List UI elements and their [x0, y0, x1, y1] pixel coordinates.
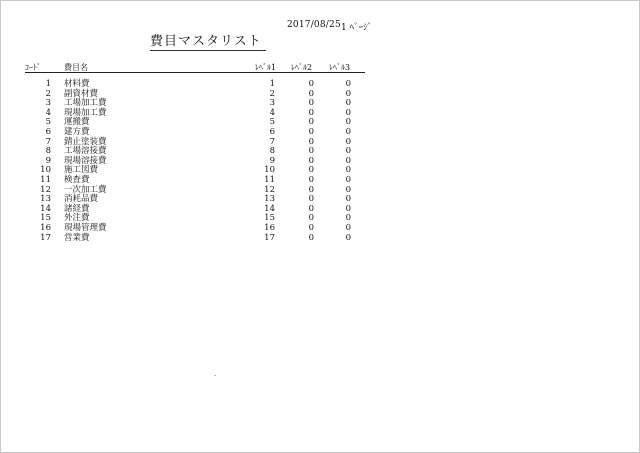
row-level2: 0	[308, 165, 314, 176]
table-row	[1, 194, 640, 204]
row-level1: 10	[264, 165, 275, 176]
row-name: 消耗品費	[64, 194, 99, 205]
row-name: 材料費	[64, 79, 90, 89]
row-level2: 0	[308, 136, 314, 147]
row-level2: 0	[308, 203, 314, 214]
row-level3: 0	[345, 184, 351, 195]
row-code: 13	[40, 194, 51, 205]
table-row	[1, 233, 640, 243]
row-level2: 0	[308, 107, 314, 118]
scan-speck	[214, 375, 216, 376]
row-name: 検査費	[64, 175, 90, 185]
row-name: 錆止塗装費	[64, 136, 107, 147]
table-row	[1, 204, 640, 214]
row-code: 4	[45, 107, 51, 118]
table-row	[1, 117, 640, 127]
table-row	[1, 175, 640, 185]
table-row	[1, 213, 640, 223]
row-level2: 0	[308, 175, 314, 185]
row-level1: 8	[269, 146, 275, 157]
row-level1: 17	[264, 232, 275, 243]
row-name: 建方費	[64, 127, 90, 137]
row-name: 一次加工費	[64, 184, 107, 195]
table-row	[1, 146, 640, 156]
row-level3: 0	[345, 223, 351, 233]
row-level2: 0	[308, 79, 314, 89]
row-level1: 7	[269, 136, 275, 147]
row-level1: 3	[269, 98, 275, 109]
row-level3: 0	[345, 107, 351, 118]
page-number: 1 ﾍﾟｰｼﾞ	[341, 23, 373, 33]
row-level3: 0	[345, 136, 351, 147]
row-level3: 0	[345, 88, 351, 99]
row-name: 施工図費	[64, 165, 99, 176]
column-header-code: ｺｰﾄﾞ	[25, 63, 41, 72]
column-header-level1: ﾚﾍﾞﾙ1	[255, 63, 277, 72]
row-level2: 0	[308, 146, 314, 157]
row-code: 6	[45, 127, 51, 137]
row-level3: 0	[345, 117, 351, 128]
row-code: 5	[45, 117, 51, 128]
table-row	[1, 79, 640, 89]
row-name: 現場管理費	[64, 223, 107, 233]
row-level3: 0	[345, 194, 351, 205]
row-level2: 0	[308, 213, 314, 224]
row-code: 10	[40, 165, 51, 176]
column-header-level3: ﾚﾍﾞﾙ3	[329, 63, 351, 72]
header-divider	[25, 72, 365, 73]
row-level1: 5	[269, 117, 275, 128]
row-level3: 0	[345, 98, 351, 109]
row-level3: 0	[345, 79, 351, 89]
row-name: 副資材費	[64, 88, 99, 99]
row-name: 外注費	[64, 213, 90, 224]
table-row	[1, 127, 640, 137]
row-level2: 0	[308, 127, 314, 137]
column-header-level2: ﾚﾍﾞﾙ2	[291, 63, 313, 72]
row-level1: 12	[264, 184, 275, 195]
table-row	[1, 108, 640, 118]
row-code: 17	[40, 232, 51, 243]
row-code: 8	[45, 146, 51, 157]
row-code: 7	[45, 136, 51, 147]
row-level1: 13	[264, 194, 275, 205]
row-level1: 16	[264, 223, 275, 233]
row-level3: 0	[345, 127, 351, 137]
row-code: 3	[45, 98, 51, 109]
page-title: 費目マスタリスト	[150, 30, 266, 51]
row-name: 工場溶接費	[64, 146, 107, 157]
row-level1: 1	[269, 79, 275, 89]
row-level2: 0	[308, 223, 314, 233]
row-code: 9	[45, 155, 51, 166]
row-name: 諸経費	[64, 203, 90, 214]
table-row	[1, 98, 640, 108]
row-name: 現場溶接費	[64, 155, 107, 166]
row-level1: 11	[264, 175, 275, 185]
row-level3: 0	[345, 232, 351, 243]
row-level3: 0	[345, 146, 351, 157]
row-level2: 0	[308, 194, 314, 205]
print-date: 2017/08/25	[287, 20, 341, 30]
row-code: 11	[40, 175, 51, 185]
row-level3: 0	[345, 213, 351, 224]
row-level2: 0	[308, 155, 314, 166]
row-level2: 0	[308, 88, 314, 99]
row-level1: 9	[269, 155, 275, 166]
row-level3: 0	[345, 175, 351, 185]
row-name: 工場加工費	[64, 98, 107, 109]
row-level1: 14	[264, 203, 275, 214]
table-row	[1, 165, 640, 175]
row-code: 12	[40, 184, 51, 195]
row-code: 14	[40, 203, 51, 214]
row-level2: 0	[308, 98, 314, 109]
row-code: 1	[45, 79, 51, 89]
row-level2: 0	[308, 184, 314, 195]
table-row	[1, 223, 640, 233]
row-name: 現場加工費	[64, 107, 107, 118]
row-level3: 0	[345, 155, 351, 166]
row-level3: 0	[345, 165, 351, 176]
row-name: 営業費	[64, 232, 90, 243]
row-code: 15	[40, 213, 51, 224]
row-level3: 0	[345, 203, 351, 214]
row-level1: 15	[264, 213, 275, 224]
row-level2: 0	[308, 232, 314, 243]
row-code: 2	[45, 88, 51, 99]
column-header-name: 費目名	[64, 63, 88, 72]
row-level1: 4	[269, 107, 275, 118]
row-level1: 2	[269, 88, 275, 99]
row-code: 16	[40, 223, 51, 233]
row-level2: 0	[308, 117, 314, 128]
row-level1: 6	[269, 127, 275, 137]
row-name: 運搬費	[64, 117, 90, 128]
